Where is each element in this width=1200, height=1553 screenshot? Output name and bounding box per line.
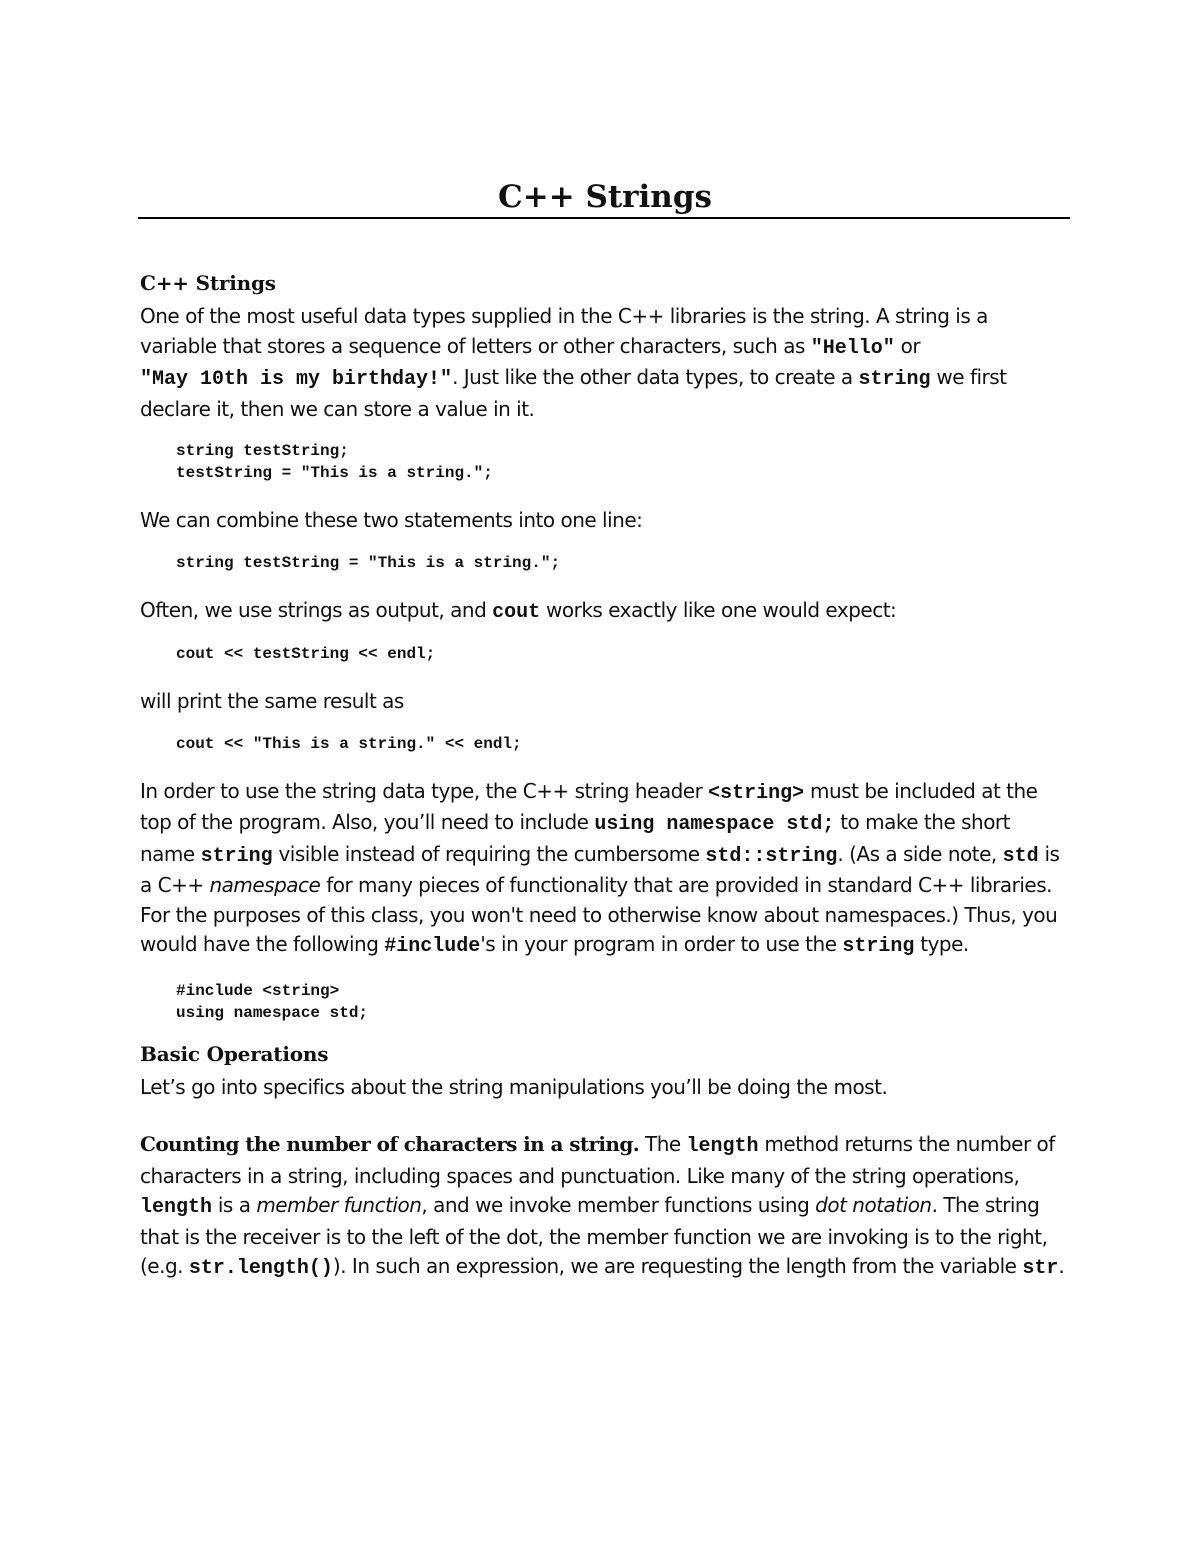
code-cout-variable: cout << testString << endl; — [176, 645, 436, 663]
section-heading-cpp-strings: C++ Strings — [140, 271, 276, 295]
output-paragraph: Often, we use strings as output, and cout works exactly like one would expect: — [140, 597, 897, 624]
length-paragraph: Counting the number of characters in a string. The length method returns the number of characters in a string, including spaces and punctuation. Like many of the string operations, length is a member function, and we invoke member functions using dot notation. The string that is the receiver is to the left of the dot, the member function we are invoking is to the right, (e.g. str.length()). In such an expression, we are requesting the length from the variable str. — [140, 1132, 1065, 1280]
include-paragraph: In order to use the string data type, the C++ string header <string> must be included at the top of the program. Also, you’ll need to include using namespace std; to make the short name string visible instead of requiring the cumbersome std::string. (As a side note, std is a C++ namespace for many pieces of functionality that are provided in standard C++ libraries. For the purposes of this class, you won't need to otherwise know about namespaces.) Thus, you would have the following #include's in your program in order to use the string type. — [140, 778, 1060, 958]
same-result-paragraph: will print the same result as — [140, 689, 404, 713]
document-page — [140, 178, 1070, 1284]
code-declare-string: string testString; testString = "This is a string."; — [176, 442, 493, 482]
basic-operations-intro: Let’s go into specifics about the string manipulations you’ll be doing the most. — [140, 1074, 888, 1099]
page-title: C++ Strings — [498, 179, 712, 215]
code-combined-statement: string testString = "This is a string."; — [176, 553, 561, 572]
code-cout-literal: cout << "This is a string." << endl; — [176, 734, 522, 753]
section-heading-basic-operations: Basic Operations — [140, 1041, 329, 1066]
title-rule — [138, 217, 1070, 219]
combine-paragraph: We can combine these two statements into one line: — [140, 508, 643, 532]
intro-paragraph: One of the most useful data types supplied in the C++ libraries is the string. A string is a variable that stores a sequence of letters or other characters, such as "Hello" or "May 10th is my birthday!". Just like the other data types, to create a string we first declare it, then we can store a value in it. — [140, 304, 1007, 421]
code-include: #include <string> using namespace std; — [176, 981, 369, 1022]
